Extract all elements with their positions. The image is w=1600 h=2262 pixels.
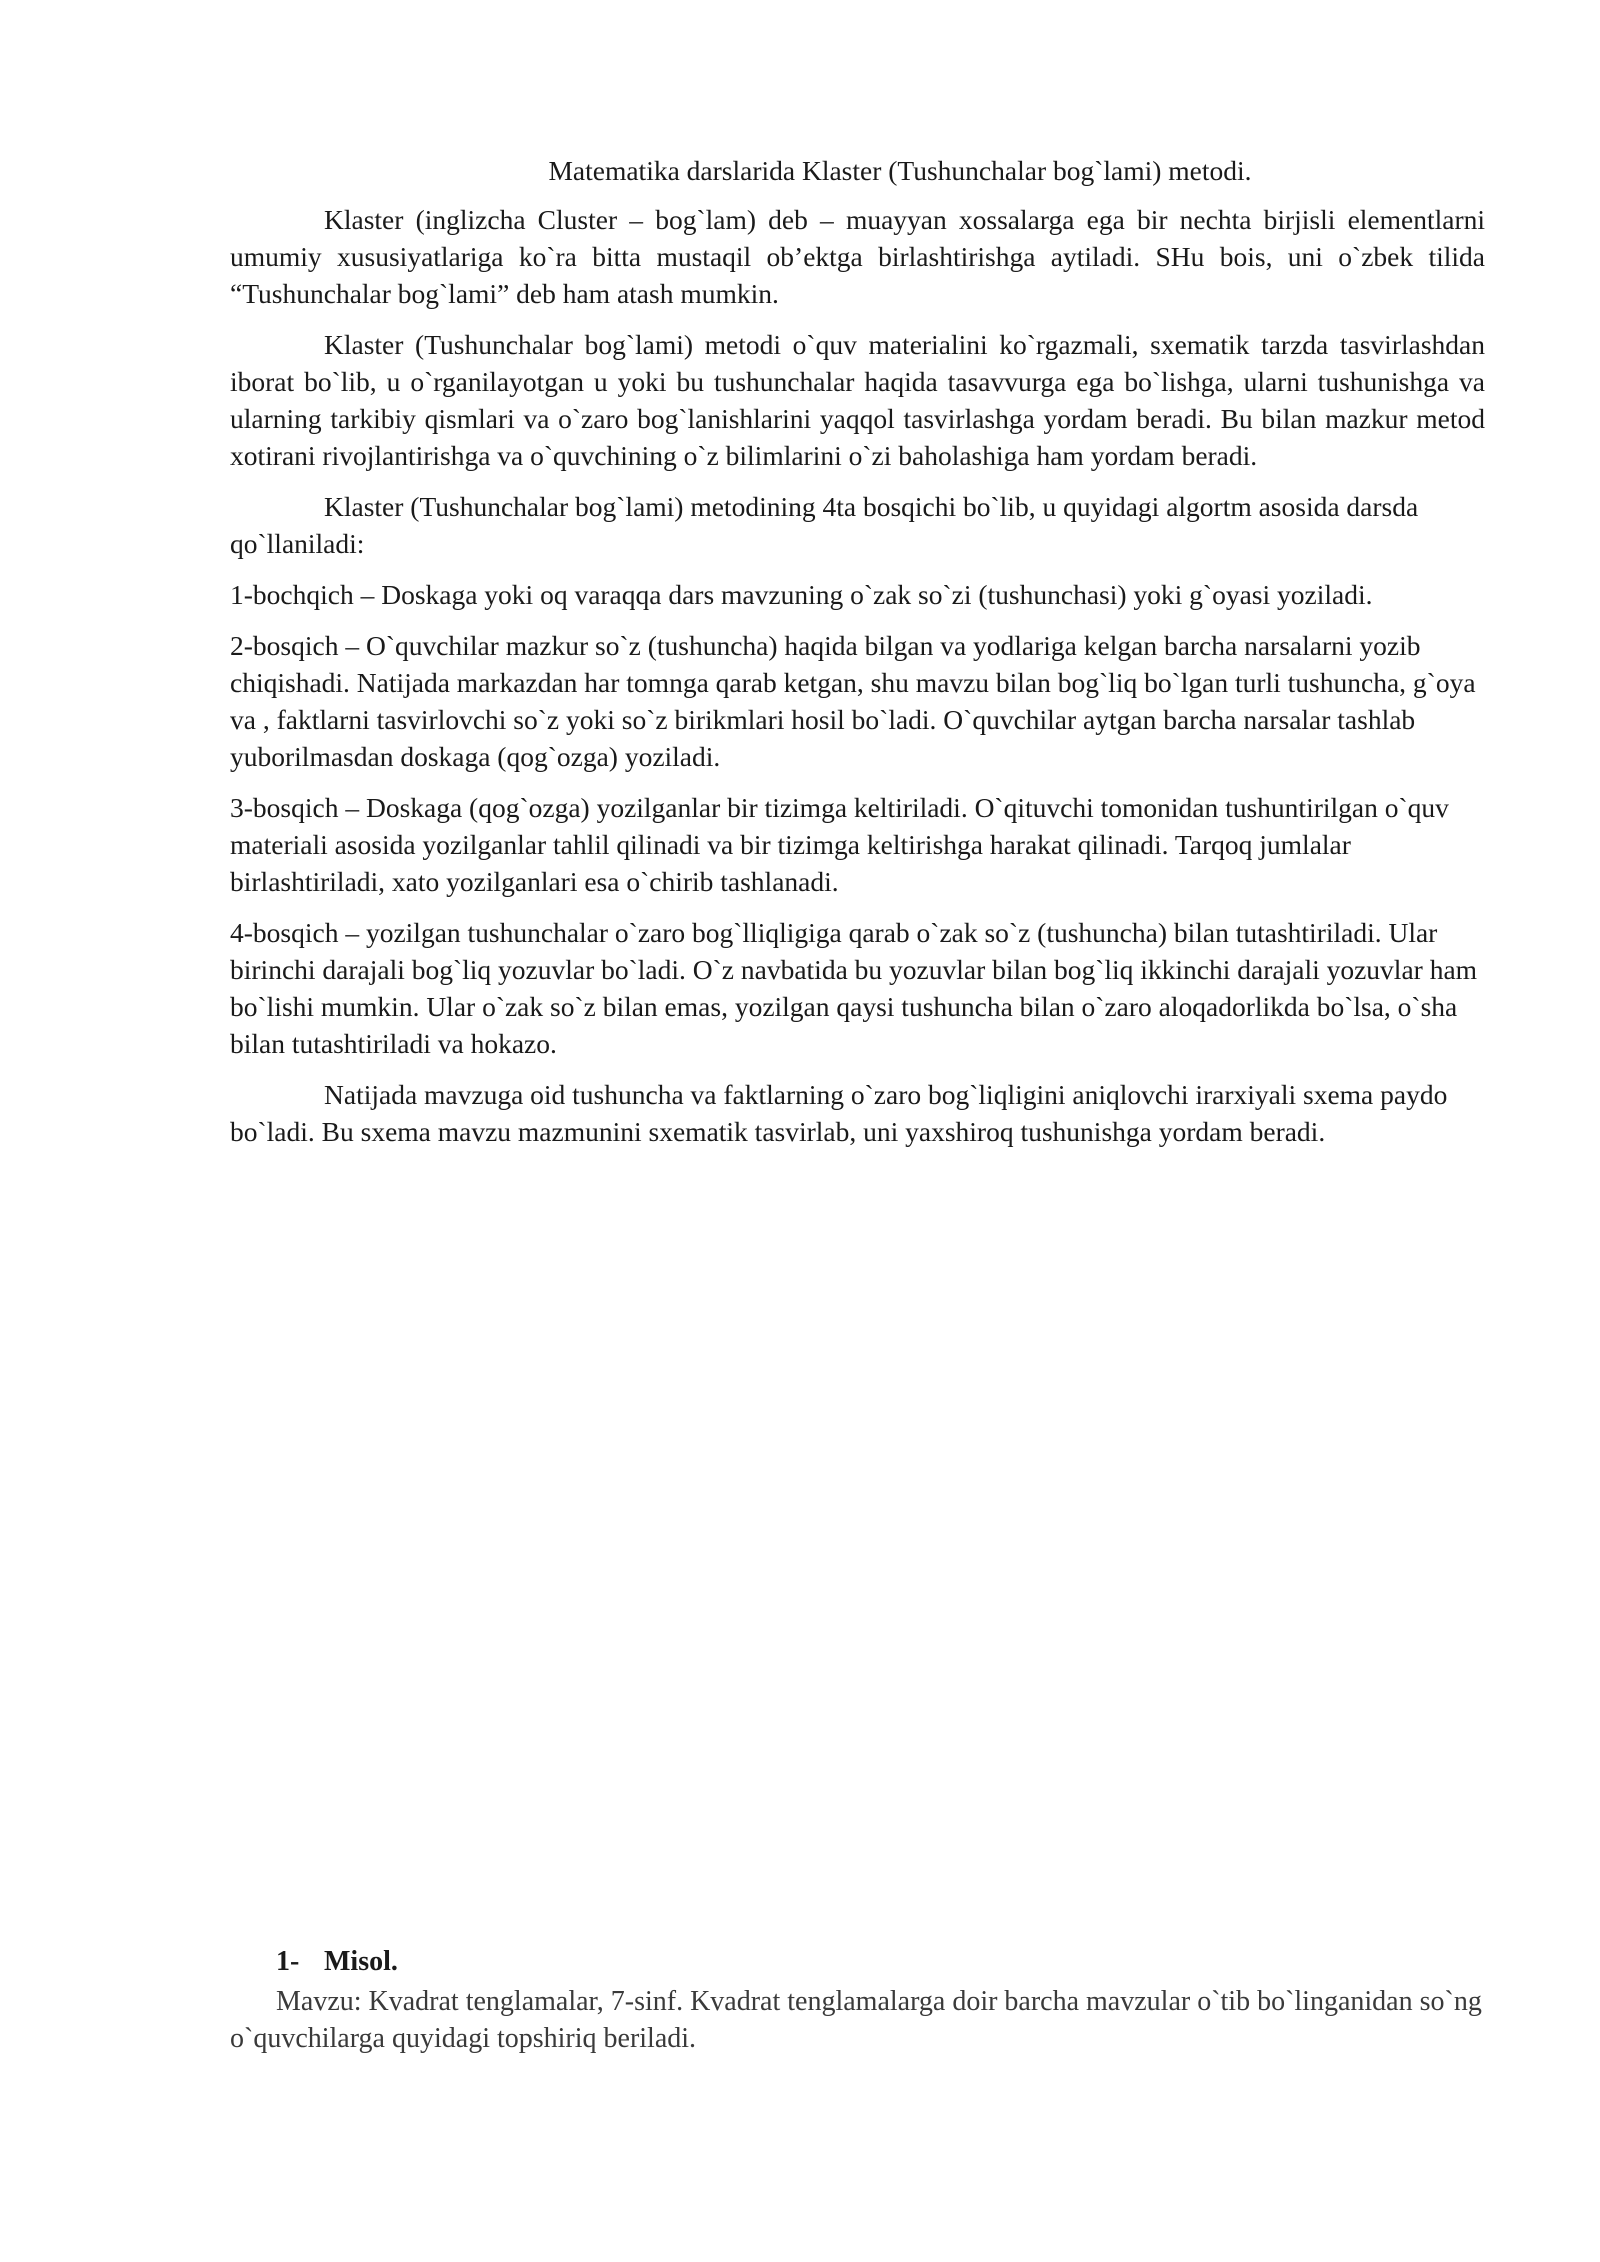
example-heading-label: Misol. [324, 1946, 398, 1977]
document-body [230, 152, 1485, 1164]
example-heading [276, 1943, 1485, 1980]
paragraph-definition: Klaster (inglizcha Cluster – bog`lam) deb – muayyan xossalarga ega bir nechta birjisli elementlarni umumiy xususiyatlariga ko`ra bitta mustaqil ob’ektga birlashtirishga aytiladi. SHu bois, uni o`zbek tilida “Tushunchalar bog`lami” deb ham atash mumkin. [230, 204, 1485, 309]
paragraph-method-description: Klaster (Tushunchalar bog`lami) metodi o`quv materialini ko`rgazmali, sxematik tarzda tasvirlashdan iborat bo`lib, u o`rganilayotgan u yoki bu tushunchalar haqida tasavvurga ega bo`lishga, ularni tushunishga va ularning tarkibiy qismlari va o`zaro bog`lanishlarini yaqqol tasvirlashga yordam beradi. Bu bilan mazkur metod xotirani rivojlantirishga va o`quvchining o`z bilimlarini o`zi baholashiga ham yordam beradi. [230, 329, 1485, 471]
example-number: 1- [276, 1946, 300, 1977]
paragraph-conclusion: Natijada mavzuga oid tushuncha va faktlarning o`zaro bog`liqligini aniqlovchi irarxiyali sxema paydo bo`ladi. Bu sxema mavzu mazmunini sxematik tasvirlab, uni yaxshiroq tushunishga yordam beradi. [230, 1079, 1448, 1147]
paragraph-stage-1: 1-bochqich – Doskaga yoki oq varaqqa dars mavzuning o`zak so`zi (tushunchasi) yoki g`oyasi yoziladi. [230, 579, 1373, 610]
paragraph-stage-4: 4-bosqich – yozilgan tushunchalar o`zaro bog`lliqligiga qarab o`zak so`z (tushuncha) bilan tutashtiriladi. Ular birinchi darajali bog`liq yozuvlar bo`ladi. O`z navbatida bu yozuvlar bilan bog`liq ikkinchi darajali yozuvlar ham bo`lishi mumkin. Ular o`zak so`z bilan emas, yozilgan qaysi tushuncha bilan o`zaro aloqadorlikda bo`lsa, o`sha bilan tutashtiriladi va hokazo. [230, 917, 1478, 1059]
paragraph-stage-3: 3-bosqich – Doskaga (qog`ozga) yozilganlar bir tizimga keltiriladi. O`qituvchi tomonidan tushuntirilgan o`quv materiali asosida yozilganlar tahlil qilinadi va bir tizimga keltirishga harakat qilinadi. Tarqoq jumlalar birlashtiriladi, xato yozilganlari esa o`chirib tashlanadi. [230, 792, 1449, 897]
paragraph-stage-2: 2-bosqich – O`quvchilar mazkur so`z (tushuncha) haqida bilgan va yodlariga kelgan barcha narsalarni yozib chiqishadi. Natijada markazdan har tomnga qarab ketgan, shu mavzu bilan bog`liq bo`lgan turli tushuncha, g`oya va , faktlarni tasvirlovchi so`z yoki so`z birikmlari hosil bo`ladi. O`quvchilar aytgan barcha narsalar tashlab yuborilmasdan doskaga (qog`ozga) yoziladi. [230, 630, 1476, 772]
paragraph-stages-intro: Klaster (Tushunchalar bog`lami) metodining 4ta bosqichi bo`lib, u quyidagi algortm asosida darsda qo`llaniladi: [230, 491, 1419, 559]
example-section [230, 1943, 1485, 2057]
example-text: Mavzu: Kvadrat tenglamalar, 7-sinf. Kvadrat tenglamalarga doir barcha mavzular o`tib bo`linganidan so`ng o`quvchilarga quyidagi topshiriq beriladi. [230, 1986, 1482, 2054]
document-title: Matematika darslarida Klaster (Tushunchalar bog`lami) metodi. [548, 155, 1252, 186]
